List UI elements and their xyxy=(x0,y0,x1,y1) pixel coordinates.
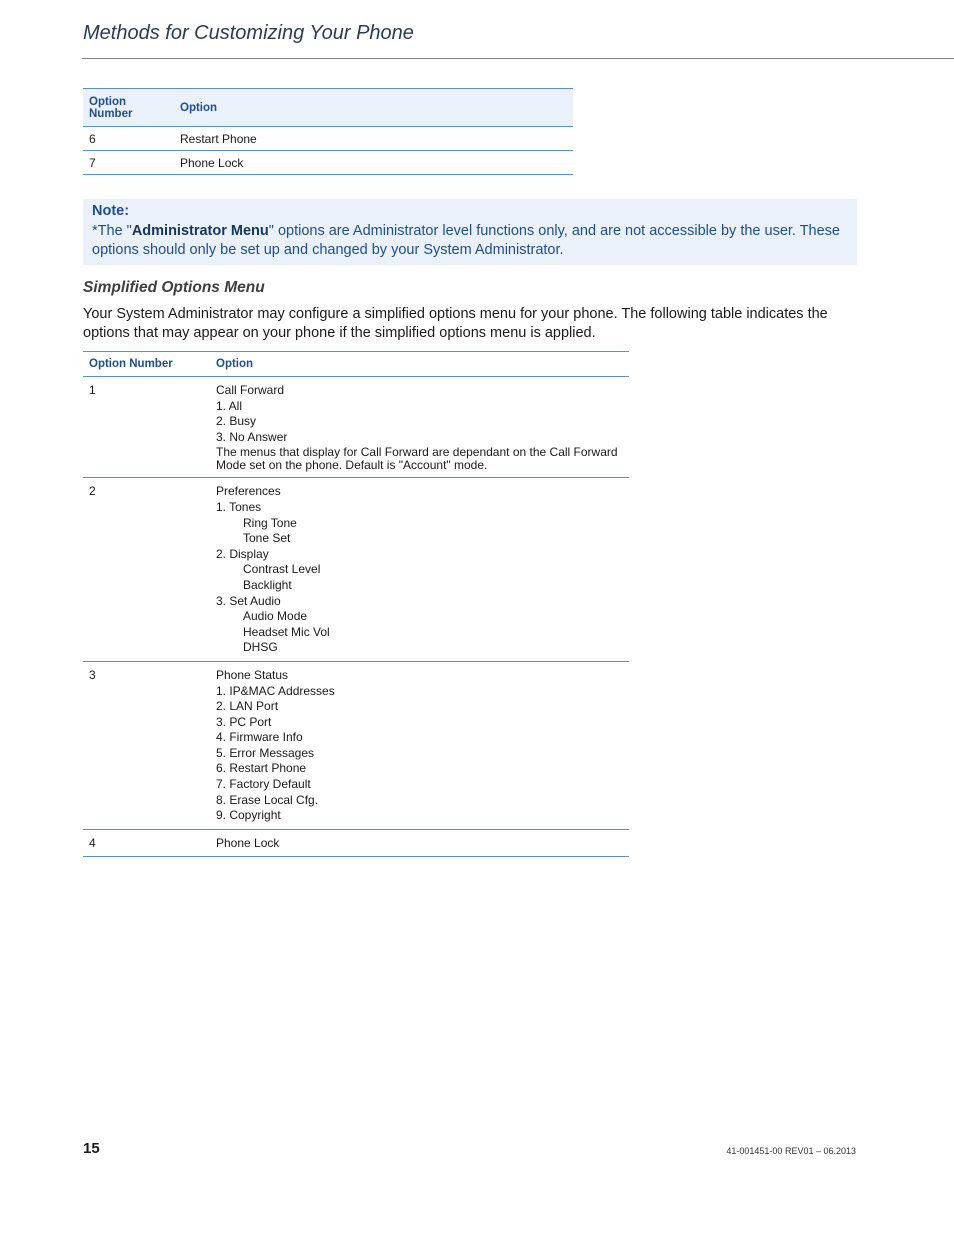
table-row xyxy=(83,661,629,829)
note-box xyxy=(83,199,857,265)
option-cell xyxy=(210,377,629,478)
menu-line: 9. Copyright xyxy=(216,808,281,823)
header-rule xyxy=(82,58,954,59)
option-number-cell: 4 xyxy=(89,835,96,850)
option-cell xyxy=(210,661,629,829)
table-header-row xyxy=(83,89,573,127)
submenu-line: Headset Mic Vol xyxy=(243,624,330,639)
column-header-option-number: Option Number xyxy=(89,358,173,370)
note-text-before: *The " xyxy=(92,222,132,239)
submenu-line: Contrast Level xyxy=(243,562,321,577)
submenu-line: Audio Mode xyxy=(243,609,308,624)
option-number-cell: 3 xyxy=(89,667,96,682)
option-cell: Restart Phone xyxy=(180,131,257,146)
submenu-line: Tone Set xyxy=(243,531,291,546)
option-number-cell: 2 xyxy=(89,484,96,499)
intro-paragraph: Your System Administrator may configure a simplified options menu for your phone. The following table indicates the options that may appear on your phone if the simplified options menu is applied. xyxy=(83,306,828,341)
menu-line: 2. LAN Port xyxy=(216,699,279,714)
table-row xyxy=(83,127,573,151)
document-id: 41-001451-00 REV01 – 06.2013 xyxy=(726,1146,856,1156)
option-number-cell: 1 xyxy=(89,383,96,397)
menu-line: 3. No Answer xyxy=(216,429,288,444)
menu-line: 8. Erase Local Cfg. xyxy=(216,792,319,807)
menu-line: 3. PC Port xyxy=(216,714,272,729)
menu-line: 1. All xyxy=(216,398,243,413)
column-header-option-number: Option Number xyxy=(89,95,133,120)
table-row xyxy=(83,377,629,478)
submenu-line: Backlight xyxy=(243,577,292,592)
menu-line: Phone Status xyxy=(216,667,289,682)
menu-line: 7. Factory Default xyxy=(216,777,311,792)
option-cell: Phone Lock xyxy=(180,155,244,170)
option-number-cell: 6 xyxy=(89,131,96,146)
table-header-row xyxy=(83,352,629,377)
menu-line: Phone Lock xyxy=(216,835,280,850)
menu-line: Preferences xyxy=(216,484,281,499)
simplified-options-table xyxy=(83,351,629,857)
option-number-cell: 7 xyxy=(89,155,96,170)
menu-line: 1. Tones xyxy=(216,499,262,514)
table-row xyxy=(83,151,573,175)
column-header-option: Option xyxy=(216,358,254,370)
menu-line: 1. IP&MAC Addresses xyxy=(216,683,335,698)
note-text-bold: Administrator Menu xyxy=(131,222,269,239)
submenu-line: Ring Tone xyxy=(243,515,297,530)
submenu-line: DHSG xyxy=(243,640,278,655)
note-text-after: " options are Administrator level functions only, and are not accessible by the user. These options should only be set up and changed by your System Administrator. xyxy=(92,222,841,258)
option-cell xyxy=(210,829,629,857)
call-forward-note: The menus that display for Call Forward are dependant on the Call Forward Mode set on the phone. Default is "Account" mode. xyxy=(216,445,618,473)
column-header-option: Option xyxy=(180,101,218,114)
page-number: 15 xyxy=(83,1140,100,1157)
menu-line: Call Forward xyxy=(216,383,285,397)
menu-line: 3. Set Audio xyxy=(216,593,281,608)
option-cell xyxy=(210,478,629,662)
menu-line: 4. Firmware Info xyxy=(216,730,303,745)
section-heading: Simplified Options Menu xyxy=(83,279,265,296)
chapter-title: Methods for Customizing Your Phone xyxy=(83,22,414,44)
menu-line: 2. Busy xyxy=(216,414,257,429)
table-row xyxy=(83,829,629,857)
menu-line: 5. Error Messages xyxy=(216,745,315,760)
menu-line: 6. Restart Phone xyxy=(216,761,307,776)
options-table-continued xyxy=(83,88,573,175)
menu-line: 2. Display xyxy=(216,546,269,561)
table-row xyxy=(83,478,629,662)
note-label: Note: xyxy=(92,203,130,219)
note-text xyxy=(92,222,848,261)
